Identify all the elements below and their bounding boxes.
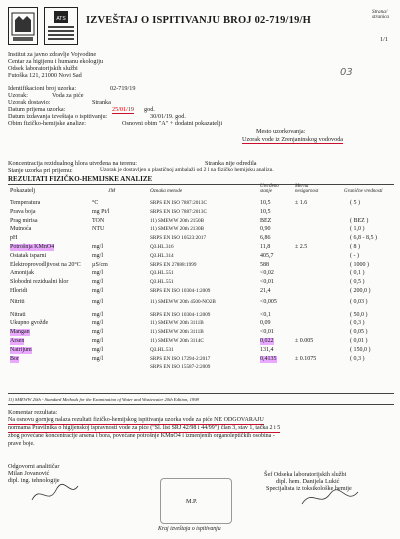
- param-limit: ( 0,3 ): [350, 355, 365, 362]
- analysis-label: Obim fizičko-hemijske analize:: [8, 120, 87, 127]
- param-name: Hloridi: [10, 288, 28, 294]
- param-limit: ( 0,3 ): [350, 320, 365, 327]
- header-limit: Granične vrednosti: [344, 189, 383, 194]
- param-name: Nitriti: [10, 298, 25, 305]
- param-name: Mangan: [10, 329, 30, 336]
- param-method: SRPS EN ISO 17294-2:2017: [150, 355, 211, 362]
- left-sig-role: dipl. ing. tehnologije: [8, 477, 60, 484]
- param-name: Prag mirisa: [10, 217, 38, 224]
- param-value: 21,4: [260, 288, 271, 294]
- table-row: [0, 279, 400, 286]
- param-unit: mg/l: [92, 252, 104, 259]
- table-row: [0, 288, 400, 295]
- table-row: [0, 338, 400, 345]
- param-value: 0,90: [260, 226, 271, 233]
- table-row: [0, 262, 400, 269]
- param-name: Natrijum: [10, 346, 32, 353]
- param-limit: ( 0,5 ): [350, 279, 365, 286]
- param-method: SRPS EN 27888:1999: [150, 261, 197, 268]
- param-method: Q3.HL.531: [150, 346, 174, 353]
- param-limit: ( 0,01 ): [350, 338, 368, 344]
- table-row: [0, 347, 400, 354]
- place-value: Uzorak vode iz Zrenjaninskog vodovoda: [242, 136, 344, 143]
- param-unit: mg/l: [92, 288, 104, 294]
- param-limit: ( 0,03 ): [350, 298, 368, 305]
- param-unit: mg/l: [92, 329, 104, 336]
- place-label: Mesto uzorkovanja:: [256, 128, 306, 135]
- analysis-value: Osnovni obim "A" + dodatni pokazatelji: [122, 120, 223, 127]
- param-unit: mg/l: [92, 244, 104, 250]
- sender-label: Uzorak dostavio:: [8, 99, 51, 106]
- header-uncertainty: Merna nesigurnost: [295, 184, 319, 194]
- param-value: <0,005: [260, 298, 277, 305]
- param-unit: mg/l: [92, 270, 104, 277]
- param-uncertainty: ± 0.1075: [295, 355, 317, 362]
- chlorine-conc-value: Stranka nije odredila: [205, 160, 257, 167]
- param-unit: mg/l: [92, 298, 104, 305]
- param-method: SRPS EN ISO 7887:2013C: [150, 208, 207, 215]
- param-limit: ( 6,8 - 8,5 ): [350, 235, 377, 242]
- param-value: 405,7: [260, 252, 274, 259]
- table-row: [0, 200, 400, 207]
- left-sig-title: Odgovorni analitičar: [8, 463, 60, 470]
- param-method: SRPS EN ISO 10304-1:2009: [150, 288, 211, 294]
- param-name: Nitrati: [10, 311, 26, 318]
- param-uncertainty: ± 1.6: [295, 200, 308, 206]
- report-title: IZVEŠTAJ O ISPITIVANJU BROJ 02-719/19/H: [86, 15, 312, 26]
- param-value: <0,01: [260, 279, 274, 286]
- param-method: Q3.HL.314: [150, 252, 174, 259]
- param-limit: ( 1000 ): [350, 261, 369, 268]
- param-value: 131,4: [260, 346, 274, 353]
- right-sig-name: dipl. hem. Danijela Lukić: [276, 478, 340, 485]
- param-value: <0,02: [260, 270, 274, 277]
- date-label: Datum prijema uzorka:: [8, 106, 66, 113]
- header-unit: JM: [108, 188, 116, 194]
- ident-value: 02-719/19: [110, 85, 136, 92]
- param-unit: TON: [92, 217, 105, 224]
- accreditation-logo: [44, 7, 78, 45]
- param-method: SRPS EN ISO 10304-1:2009: [150, 311, 211, 318]
- param-unit: mg/l: [92, 338, 104, 344]
- param-name: Temperatura: [10, 200, 41, 206]
- param-unit: mg/l: [92, 355, 104, 362]
- issue-value: 30/01/19. god.: [150, 113, 186, 120]
- param-method: 11) SMEWW 20th 3111B: [150, 320, 204, 327]
- param-unit: µS/cm: [92, 261, 108, 268]
- param-method: Q3.HL.551: [150, 270, 174, 277]
- param-name: Mutnoća: [10, 226, 32, 233]
- param-value: 6,86: [260, 235, 271, 242]
- param-limit: ( 50,0 ): [350, 311, 368, 318]
- param-uncertainty: ± 0.005: [295, 338, 314, 344]
- comment-line-4: prave boje.: [8, 441, 35, 447]
- chlorine-conc-label: Koncentracija rezidualnog hlora utvrđena na terenu:: [8, 160, 138, 167]
- table-row: [0, 253, 400, 260]
- sample-state-value: Uzorak je dostavljen u plastičnoj ambalaži od 2 l na fizičko hemijsku analizu.: [100, 167, 274, 173]
- param-name: Arsen: [10, 338, 25, 344]
- sample-state-label: Stanje uzorka pri prijemu:: [8, 167, 73, 174]
- param-value: <0,01: [260, 329, 274, 336]
- institute-logo: [8, 7, 38, 45]
- sample-value: Voda za piće: [52, 92, 84, 99]
- param-method: 11) SMEWW 20th 3111B: [150, 329, 204, 336]
- param-value: 588: [260, 261, 269, 268]
- left-sig-name: Milan Jovanović: [8, 470, 50, 477]
- table-row: [0, 270, 400, 277]
- param-value: 0,09: [260, 320, 271, 327]
- table-row: [0, 356, 400, 363]
- param-name: Slobodni rezidualni hlor: [10, 279, 69, 286]
- institute-line-4: Futoška 121, 21000 Novi Sad: [8, 72, 82, 79]
- table-row: [0, 226, 400, 233]
- param-limit: ( 8 ): [350, 244, 360, 250]
- table-row: [0, 320, 400, 327]
- param-unit: mg Pt/l: [92, 208, 110, 215]
- end-note: Kraj izveštaja o ispitivanju: [158, 526, 221, 532]
- param-limit: ( 150,0 ): [350, 346, 371, 353]
- param-name: Bor: [10, 355, 19, 362]
- param-method: SRPS EN ISO 7887:2013C: [150, 200, 207, 206]
- param-limit: ( 200,0 ): [350, 288, 371, 294]
- page-number: 1/1: [380, 36, 388, 43]
- param-method: 11) SMEWW 20th 2150B: [150, 217, 205, 224]
- date-value: 25/01/19: [112, 106, 135, 113]
- sender-value: Stranka: [92, 99, 111, 106]
- param-name: pH: [10, 235, 18, 242]
- sample-label: Uzorak:: [8, 92, 28, 99]
- param-name: Potrošnja KMnO4: [10, 244, 55, 250]
- comment-heading: Komentar rezultata:: [8, 409, 58, 416]
- header-value: Utvrđeno stanje: [260, 184, 279, 194]
- comment-line-2: normama Pravilnika o higijenskoj ispravnosti vode za piće ("Sl. list SRJ 42/98 i 44/99") član 3, stav 1, tačka 2 i 5: [8, 425, 281, 431]
- header-name: Pokazatelj: [10, 188, 35, 194]
- param-method: 11) SMEWW 20th 4500-NO2B: [150, 298, 216, 305]
- param-method: Q3.HL.316: [150, 244, 174, 250]
- param-limit: ( 0,1 ): [350, 270, 365, 277]
- table-row: [0, 218, 400, 225]
- institute-line-1: Institut za javno zdravlje Vojvodine: [8, 51, 97, 58]
- param-limit: ( 0,05 ): [350, 329, 368, 336]
- date-suffix: god.: [144, 106, 155, 113]
- comment-line-1: Na osnovu gornjeg nalaza rezultati fizičko-hemijskog ispitivanja uzorka vode za piće NE ODGOVARAJU: [8, 417, 264, 423]
- stamp-label: M.P.: [186, 498, 198, 505]
- param-name: Elektroprovodljivost na 20°C: [10, 261, 81, 268]
- ident-label: Identifikacioni broj uzorka:: [8, 85, 77, 92]
- right-signature: [300, 486, 360, 510]
- table-header: [0, 184, 400, 200]
- header-method: Oznaka metode: [150, 188, 183, 194]
- page-label: Strana/ stranica: [372, 9, 390, 20]
- param-value: 0,022: [260, 338, 274, 344]
- table-row: [0, 329, 400, 336]
- param-name: Amonijak: [10, 270, 34, 277]
- param-name: Ostatak isparni: [10, 252, 47, 259]
- param-limit: ( 1,0 ): [350, 226, 365, 233]
- param-unit: mg/l: [92, 320, 104, 327]
- param-limit: ( 5 ): [350, 200, 360, 206]
- table-row: [0, 312, 400, 319]
- param-value: <0,1: [260, 311, 271, 318]
- param-method: 11) SMEWW 20th 3114C: [150, 338, 204, 344]
- svg-text:ATS: ATS: [56, 16, 66, 22]
- institute-line-3: Odsek laboratorijskih službi: [8, 65, 78, 72]
- table-row: [0, 299, 400, 306]
- institute-line-2: Centar za higijenu i humanu ekologiju: [8, 58, 104, 65]
- table-row: [0, 364, 400, 371]
- param-unit: mg/l: [92, 279, 104, 286]
- param-name: Ukupno gvožđe: [10, 320, 49, 327]
- param-unit: °C: [92, 200, 99, 206]
- right-sig-title: Šef Odseka laboratorijskih službi: [264, 471, 347, 478]
- handwritten-number: 03: [340, 67, 353, 78]
- param-value: 11,8: [260, 244, 271, 250]
- footnote: 11) SMEWW 20th - Standard Methods for the Examination of Water and Wastewater 20th Edition, 1998: [8, 397, 199, 402]
- param-name: Prava boja: [10, 208, 36, 215]
- param-uncertainty: ± 2.5: [295, 244, 308, 250]
- right-sig-role: Specijalista iz toksikološke hemije: [266, 485, 352, 492]
- table-row: [0, 244, 400, 251]
- table-row: [0, 235, 400, 242]
- param-limit: ( BEZ ): [350, 217, 369, 224]
- param-unit: mg/l: [92, 311, 104, 318]
- param-value: BEZ: [260, 217, 272, 224]
- table-row: [0, 209, 400, 216]
- param-unit: mg/l: [92, 346, 104, 353]
- param-method: 11) SMEWW 20th 2130B: [150, 226, 205, 233]
- results-title: REZULTATI FIZIČKO-HEMIJSKE ANALIZE: [8, 175, 153, 183]
- param-value: 0,4135: [260, 355, 277, 362]
- issue-label: Datum izdavanja izveštaja o ispitivanju:: [8, 113, 108, 120]
- param-method: SRPS EN ISO 10523:2017: [150, 235, 207, 242]
- param-method: SRPS EN ISO 15587-2:2009: [150, 364, 211, 371]
- comment-line-3: zbog povećane koncentracije arsena i bora, povećane potrošnje KMnO4 i izmenjenih organoleptičkih osobina -: [8, 433, 275, 439]
- param-value: 10,5: [260, 208, 271, 215]
- param-limit: ( - ): [350, 252, 359, 259]
- left-signature: [30, 480, 80, 508]
- param-method: Q3.HL.551: [150, 279, 174, 286]
- param-unit: NTU: [92, 226, 105, 233]
- param-value: 10,5: [260, 200, 271, 206]
